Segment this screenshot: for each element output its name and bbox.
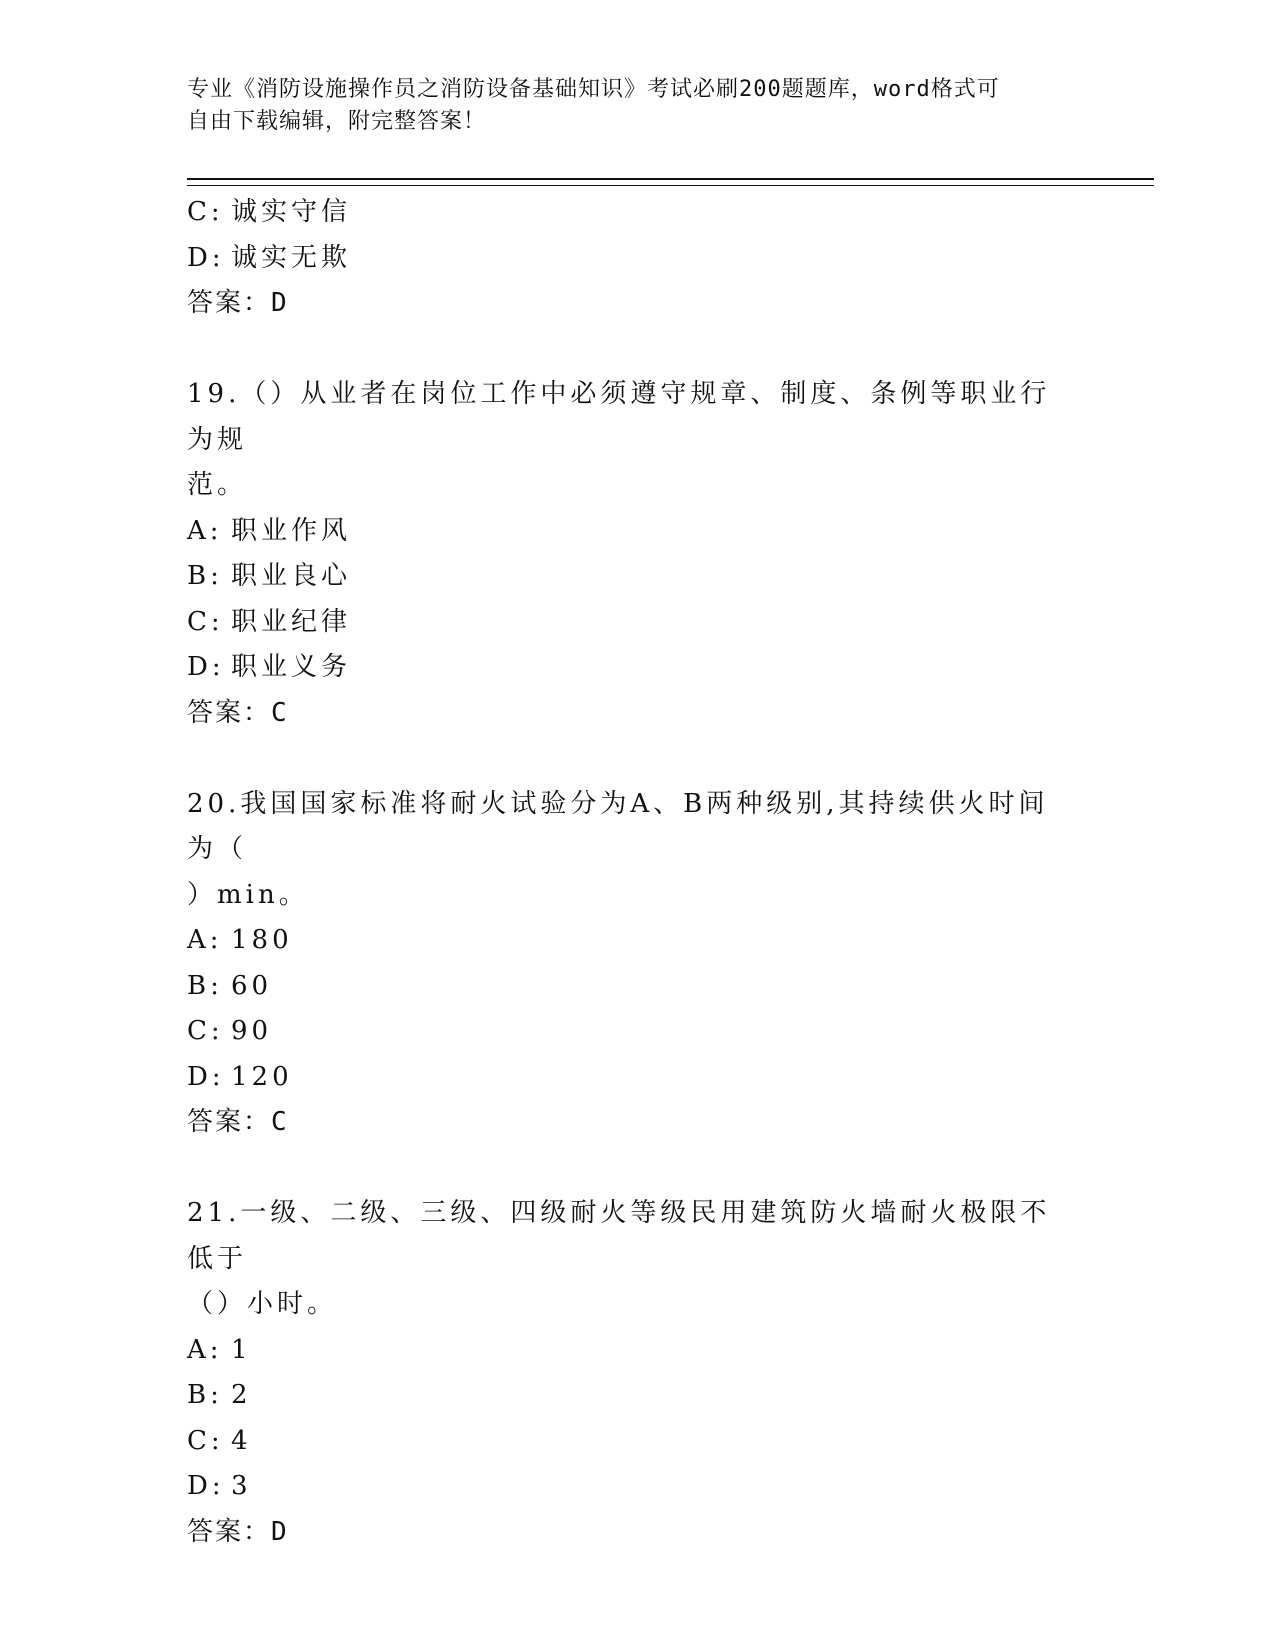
option-text: 4 [231, 1425, 252, 1456]
answer-label: 答案： [187, 288, 272, 318]
option-text: 90 [231, 1016, 273, 1046]
option-letter: C: [187, 1016, 224, 1046]
option-text: 诚实守信 [231, 197, 352, 227]
option-text: 2 [231, 1380, 252, 1410]
option-letter: D: [187, 1061, 225, 1092]
question-stem-line-1: 20.我国国家标准将耐火试验分为A、B两种级别,其持续供火时间为（ [187, 788, 1049, 864]
question-stem-line-1: 21.一级、二级、三级、四级耐火等级民用建筑防火墙耐火极限不低于 [187, 1198, 1051, 1274]
answer-label: 答案： [187, 1107, 272, 1137]
question-stem [187, 372, 1067, 509]
option-letter: B: [187, 1380, 223, 1410]
option-a [187, 509, 1087, 555]
answer-label: 答案： [187, 697, 272, 728]
option-letter: D: [187, 652, 225, 682]
question-stem-line-2: 范。 [187, 470, 248, 500]
option-letter: C: [187, 1425, 224, 1456]
question-block-21 [187, 1191, 1087, 1555]
header-line-2: 自由下载编辑，附完整答案！ [187, 109, 487, 134]
answer-value: C [271, 697, 289, 728]
answer-line [187, 1100, 1087, 1146]
option-letter: D: [187, 1471, 225, 1501]
answer-value: D [271, 288, 289, 318]
answer-line [187, 691, 1087, 737]
option-d [187, 236, 1087, 282]
question-stem-line-1: 19.（）从业者在岗位工作中必须遵守规章、制度、条例等职业行为规 [187, 379, 1051, 455]
option-text: 1 [231, 1334, 252, 1365]
option-letter: B: [187, 970, 223, 1001]
option-d [187, 1055, 1087, 1101]
option-b [187, 964, 1087, 1010]
question-block-18-tail [187, 190, 1087, 327]
question-list [187, 190, 1087, 1555]
spacer [187, 1146, 1087, 1192]
option-letter: C: [187, 197, 224, 227]
option-b [187, 554, 1087, 600]
option-letter: C: [187, 606, 224, 637]
answer-label: 答案： [187, 1516, 272, 1547]
question-stem [187, 782, 1067, 919]
answer-value: D [271, 1516, 289, 1547]
option-text: 诚实无欺 [231, 242, 352, 273]
option-letter: A: [187, 1334, 223, 1365]
option-text: 180 [231, 925, 293, 955]
option-a [187, 1328, 1087, 1374]
question-stem-line-2: （）小时。 [187, 1289, 338, 1319]
option-d [187, 1464, 1087, 1510]
header-line-1: 专业《消防设施操作员之消防设备基础知识》考试必刷200题题库，word格式可 [187, 77, 1000, 102]
option-d [187, 645, 1087, 691]
spacer [187, 327, 1087, 373]
spacer [187, 736, 1087, 782]
option-letter: A: [187, 515, 223, 546]
option-text: 职业纪律 [231, 606, 352, 637]
question-stem [187, 1191, 1067, 1328]
option-text: 3 [231, 1471, 252, 1501]
document-header [187, 74, 1087, 138]
answer-line [187, 1510, 1087, 1556]
option-c [187, 1419, 1087, 1465]
question-block-19 [187, 372, 1087, 736]
option-text: 60 [231, 970, 273, 1001]
answer-value: C [271, 1107, 289, 1137]
question-stem-line-2: ）min。 [187, 879, 309, 910]
option-text: 职业作风 [231, 515, 352, 546]
option-letter: A: [187, 925, 223, 955]
option-c [187, 1009, 1087, 1055]
option-c [187, 600, 1087, 646]
option-letter: B: [187, 561, 223, 591]
question-block-20 [187, 782, 1087, 1146]
option-text: 职业良心 [231, 561, 352, 591]
option-text: 120 [231, 1061, 293, 1092]
answer-line [187, 281, 1087, 327]
option-a [187, 918, 1087, 964]
option-c [187, 190, 1087, 236]
option-letter: D: [187, 242, 225, 273]
option-b [187, 1373, 1087, 1419]
option-text: 职业义务 [231, 652, 352, 682]
header-divider [187, 178, 1154, 186]
